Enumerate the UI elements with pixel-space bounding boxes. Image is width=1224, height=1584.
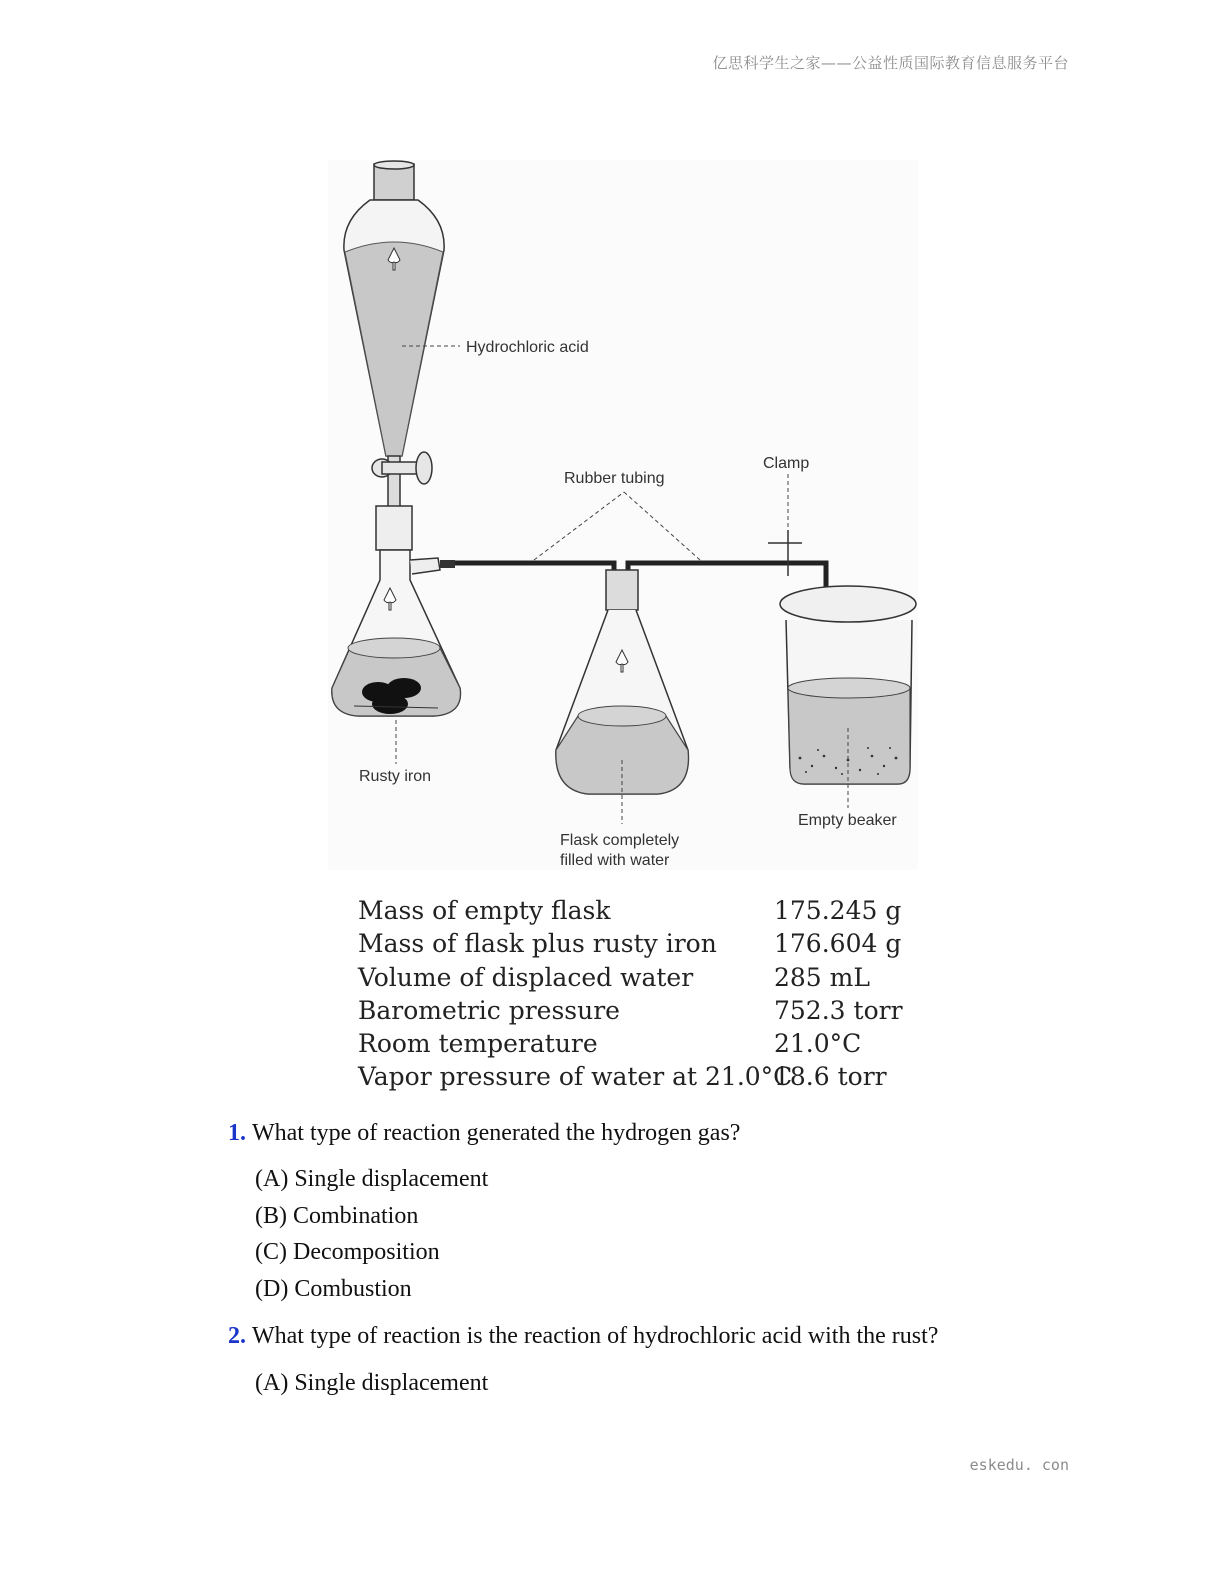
data-row [358,1060,918,1093]
apparatus-diagram [328,160,918,870]
data-row [358,1027,918,1060]
question-text: What type of reaction generated the hydrogen gas? [252,1120,741,1146]
beaker [780,586,916,784]
question-1-option-d: (D) Combustion [255,1276,412,1302]
data-row [358,961,918,994]
page-footer: eskedu. con [969,1456,1069,1474]
data-row [358,927,918,960]
label-rubber-tubing: Rubber tubing [564,470,665,487]
label-empty-beaker: Empty beaker [798,812,897,829]
reaction-flask [332,506,461,716]
data-value: 285 mL [774,962,870,992]
data-value: 175.245 g [774,896,902,925]
data-label: Room temperature [358,1029,598,1059]
question-1-option-b: (B) Combination [255,1203,419,1229]
funnel-stopper [374,161,414,200]
stopcock [372,452,432,484]
data-value: 752.3 torr [774,995,903,1025]
data-table [358,894,918,1094]
question-1-option-c: (C) Decomposition [255,1239,440,1265]
page-header: 亿思科学生之家——公益性质国际教育信息服务平台 [712,54,1069,72]
data-label: Mass of flask plus rusty iron [358,929,717,959]
clamp [768,530,802,576]
data-row [358,894,918,927]
data-value: 21.0°C [774,1029,862,1059]
question-number: 1. [228,1120,246,1146]
question-2-option-a: (A) Single displacement [255,1370,489,1396]
label-hydrochloric-acid: Hydrochloric acid [466,339,589,356]
label-rusty-iron: Rusty iron [359,768,432,785]
data-label: Volume of displaced water [358,962,694,992]
question-text: What type of reaction is the reaction of hydrochloric acid with the rust? [252,1323,939,1349]
data-value: 18.6 torr [774,1062,887,1092]
data-label: Barometric pressure [358,995,620,1025]
label-flask-line2: filled with water [560,852,670,869]
label-flask-line1: Flask completely [560,832,680,849]
question-number: 2. [228,1323,246,1349]
data-label: Vapor pressure of water at 21.0°C [358,1062,793,1092]
question-1-option-a: (A) Single displacement [255,1166,489,1192]
data-label: Mass of empty flask [358,896,611,925]
question-1 [228,1120,740,1147]
data-row [358,994,918,1027]
question-2 [228,1323,938,1350]
label-clamp: Clamp [763,455,810,472]
data-value: 176.604 g [774,929,902,959]
